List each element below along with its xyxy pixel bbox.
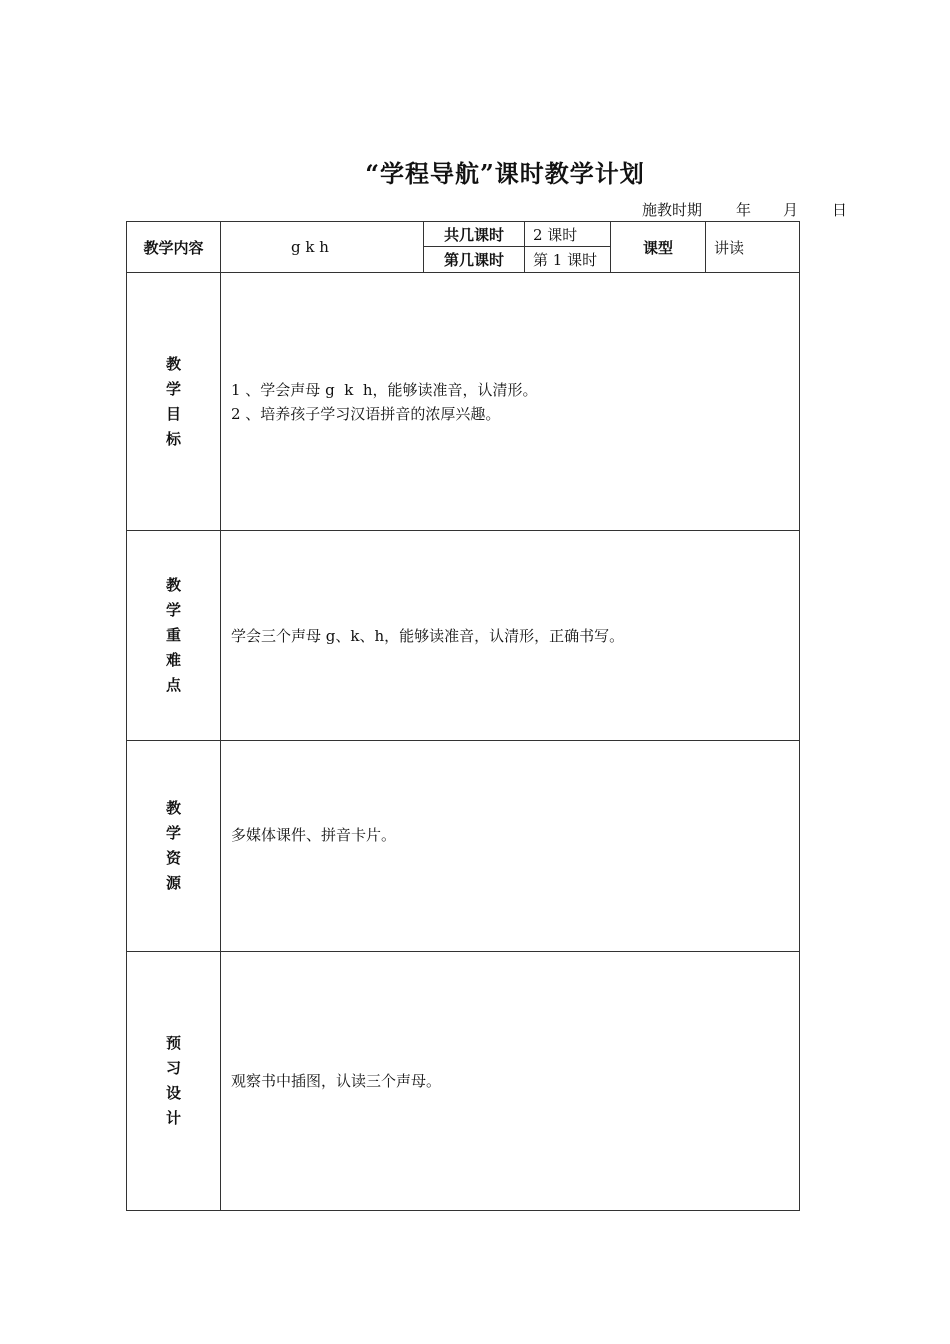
section-teaching-resources [127, 741, 800, 952]
section-content [221, 741, 800, 952]
section-content [221, 273, 800, 531]
content-line: 1 、学会声母 g k h，能够读准音，认清形。 [231, 380, 538, 399]
current-lesson-value: 第 1 课时 [525, 247, 611, 273]
section-content [221, 952, 800, 1211]
date-month: 月 [783, 201, 799, 219]
section-label: 预 习 设 计 [127, 952, 221, 1211]
date-day: 日 [832, 201, 848, 219]
content-line: 多媒体课件、拼音卡片。 [231, 826, 397, 844]
lesson-plan-table [126, 221, 800, 1211]
lesson-type-label: 课型 [611, 222, 706, 273]
content-value: g k h [221, 222, 424, 273]
section-content [221, 531, 800, 741]
section-preview-design [127, 952, 800, 1211]
section-key-difficulties [127, 531, 800, 741]
current-lesson-label: 第几课时 [424, 247, 525, 273]
content-line: 观察书中插图，认读三个声母。 [231, 1072, 442, 1090]
page-title: “学程导航”课时教学计划 [365, 159, 645, 188]
total-lessons-value: 2 课时 [525, 222, 611, 247]
content-label: 教学内容 [127, 222, 221, 273]
date-label: 施教时期 [642, 201, 703, 219]
section-label: 教 学 重 难 点 [127, 531, 221, 741]
total-lessons-label: 共几课时 [424, 222, 525, 247]
content-line: 2 、培养孩子学习汉语拼音的浓厚兴趣。 [231, 404, 501, 423]
section-teaching-goals [127, 273, 800, 531]
content-line: 学会三个声母 g、k、h，能够读准音，认清形，正确书写。 [231, 626, 625, 645]
section-label: 教 学 目 标 [127, 273, 221, 531]
section-label: 教 学 资 源 [127, 741, 221, 952]
lesson-type-value: 讲读 [706, 222, 800, 273]
date-year: 年 [736, 201, 752, 219]
teaching-date-line [642, 199, 847, 220]
